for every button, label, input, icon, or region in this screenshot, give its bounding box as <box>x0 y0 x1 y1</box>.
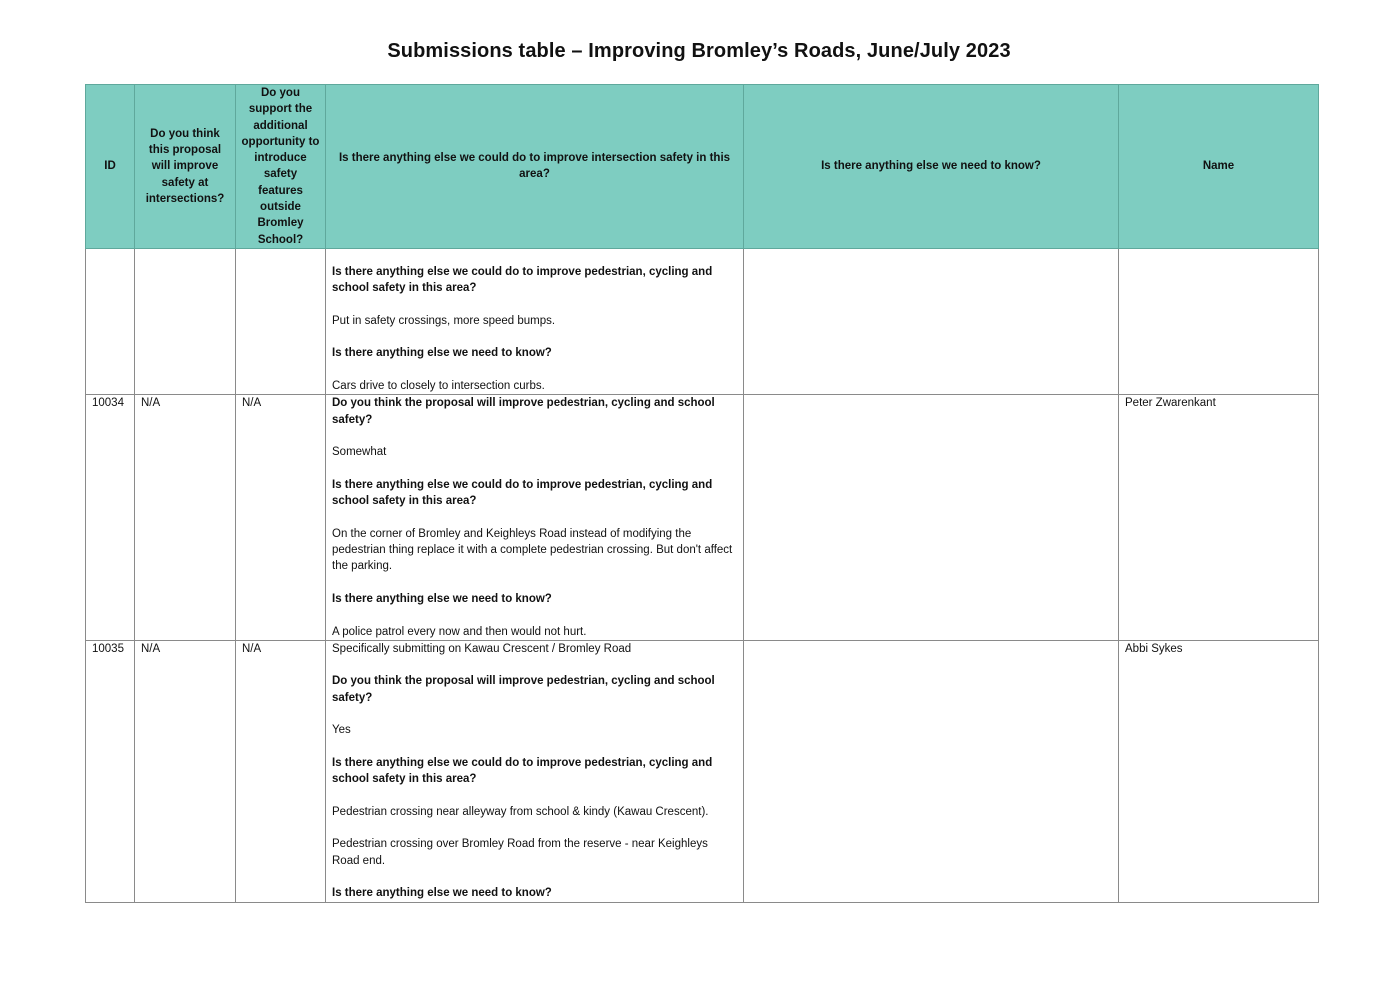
column-header-support-school-features: Do you support the additional opportunity to introduce safety features outside Bromley School? <box>236 85 326 249</box>
answer-text: A police patrol every now and then would not hurt. <box>332 625 587 638</box>
question-text: Is there anything else we need to know? <box>332 592 552 605</box>
question-text: Is there anything else we could do to improve pedestrian, cycling and school safety in this area? <box>332 478 713 508</box>
table-row <box>86 395 1319 640</box>
cell-suggestions <box>326 395 744 640</box>
answer-text: Specifically submitting on Kawau Crescent / Bromley Road <box>332 642 632 655</box>
table-header-row <box>86 85 1319 249</box>
cell-name: Abbi Sykes <box>1119 640 1319 902</box>
answer-text: Put in safety crossings, more speed bumps. <box>332 314 556 327</box>
question-text: Is there anything else we need to know? <box>332 347 552 360</box>
cell-id <box>86 248 135 394</box>
cell-need-to-know <box>744 395 1119 640</box>
answer-text: Pedestrian crossing near alleyway from school & kindy (Kawau Crescent). <box>332 805 709 818</box>
cell-support-school <box>236 248 326 394</box>
column-header-id: ID <box>86 85 135 249</box>
answer-text: Yes <box>332 724 351 737</box>
cell-name <box>1119 248 1319 394</box>
cell-need-to-know <box>744 640 1119 902</box>
cell-improve-safety: N/A <box>135 640 236 902</box>
cell-improve-safety: N/A <box>135 395 236 640</box>
cell-need-to-know <box>744 248 1119 394</box>
column-header-intersection-suggestions: Is there anything else we could do to improve intersection safety in this area? <box>326 85 744 249</box>
cell-improve-safety <box>135 248 236 394</box>
question-text: Is there anything else we could do to improve pedestrian, cycling and school safety in this area? <box>332 265 713 295</box>
answer-text: Somewhat <box>332 446 387 459</box>
submissions-table <box>85 84 1319 903</box>
question-text: Is there anything else we need to know? <box>332 887 552 900</box>
cell-support-school: N/A <box>236 640 326 902</box>
cell-name: Peter Zwarenkant <box>1119 395 1319 640</box>
answer-text: Cars drive to closely to intersection curbs. <box>332 380 545 393</box>
question-text: Do you think the proposal will improve pedestrian, cycling and school safety? <box>332 397 715 426</box>
cell-id: 10035 <box>86 640 135 902</box>
table-row <box>86 640 1319 902</box>
page-title: Submissions table – Improving Bromley’s Roads, June/July 2023 <box>387 40 1011 62</box>
cell-suggestions <box>326 248 744 394</box>
question-text: Is there anything else we could do to improve pedestrian, cycling and school safety in this area? <box>332 756 713 786</box>
column-header-name: Name <box>1119 85 1319 249</box>
table-row <box>86 248 1319 394</box>
answer-text: Pedestrian crossing over Bromley Road from the reserve - near Keighleys Road end. <box>332 838 708 867</box>
column-header-need-to-know: Is there anything else we need to know? <box>744 85 1119 249</box>
cell-id: 10034 <box>86 395 135 640</box>
answer-text: On the corner of Bromley and Keighleys Road instead of modifying the pedestrian thing replace it with a complete pedestrian crossing. But don't affect the parking. <box>332 527 733 573</box>
cell-support-school: N/A <box>236 395 326 640</box>
column-header-improve-intersection-safety: Do you think this proposal will improve safety at intersections? <box>135 85 236 249</box>
question-text: Do you think the proposal will improve pedestrian, cycling and school safety? <box>332 675 715 704</box>
cell-suggestions <box>326 640 744 902</box>
